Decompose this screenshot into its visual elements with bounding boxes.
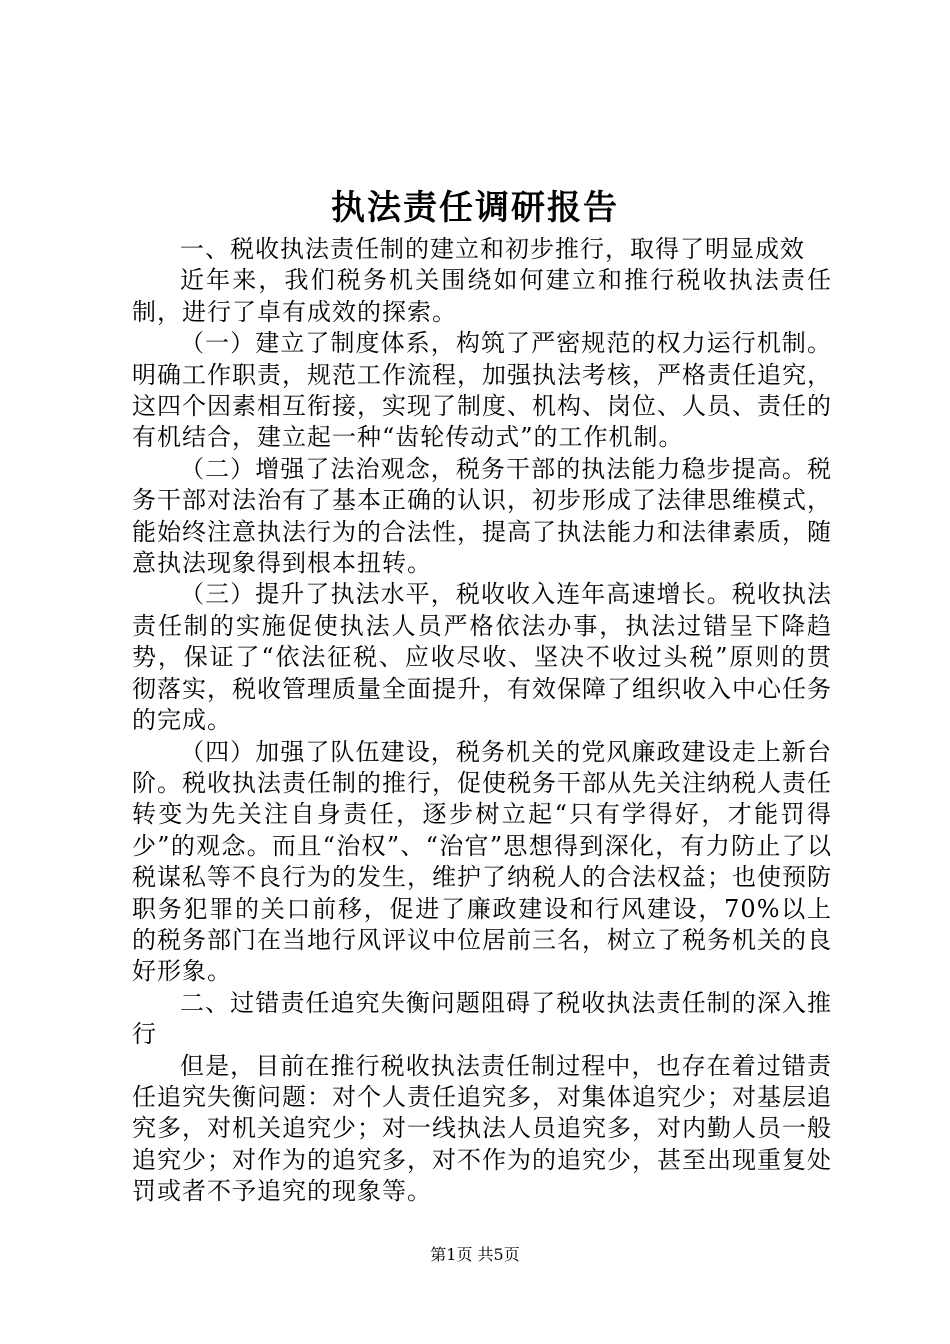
section-heading-2: 二、过错责任追究失衡问题阻碍了税收执法责任制的深入推行 — [132, 988, 832, 1049]
paragraph-point-2: （二）增强了法治观念，税务干部的执法能力稳步提高。税务干部对法治有了基本正确的认识，初步形成了法律思维模式，能始终注意执法行为的合法性，提高了执法能力和法律素质，随意执法现象得到根本扭转。 — [132, 454, 832, 578]
paragraph-point-4: （四）加强了队伍建设，税务机关的党风廉政建设走上新台阶。税收执法责任制的推行，促使税务干部从先关注纳税人责任转变为先关注自身责任，逐步树立起“只有学得好，才能罚得少”的观念。而且“治权”、“治官”思想得到深化，有力防止了以税谋私等不良行为的发生，维护了纳税人的合法权益；也使预防职务犯罪的关口前移，促进了廉政建设和行风建设，70%以上的税务部门在当地行风评议中位居前三名，树立了税务机关的良好形象。 — [132, 737, 832, 986]
section-heading-1: 一、税收执法责任制的建立和初步推行，取得了明显成效 — [180, 235, 805, 263]
document-title: 执法责任调研报告 — [331, 188, 619, 228]
paragraph-intro: 近年来，我们税务机关围绕如何建立和推行税收执法责任制，进行了卓有成效的探索。 — [132, 266, 832, 326]
page-footer: 第1页 共5页 — [430, 1245, 520, 1264]
paragraph-point-1: （一）建立了制度体系，构筑了严密规范的权力运行机制。明确工作职责，规范工作流程，加强执法考核，严格责任追究，这四个因素相互衔接，实现了制度、机构、岗位、人员、责任的有机结合，建立起一种“齿轮传动式”的工作机制。 — [132, 329, 832, 452]
document-body — [132, 234, 832, 1208]
paragraph-point-3: （三）提升了执法水平，税收收入连年高速增长。税收执法责任制的实施促使执法人员严格依法办事，执法过错呈下降趋势，保证了“依法征税、应收尽收、坚决不收过头税”原则的贯彻落实，税收管理质量全面提升，有效保障了组织收入中心任务的完成。 — [132, 580, 832, 735]
paragraph-problem: 但是，目前在推行税收执法责任制过程中，也存在着过错责任追究失衡问题：对个人责任追究多，对集体追究少；对基层追究多，对机关追究少；对一线执法人员追究多，对内勤人员一般追究少；对作为的追究多，对不作为的追究少，甚至出现重复处罚或者不予追究的现象等。 — [132, 1051, 832, 1206]
